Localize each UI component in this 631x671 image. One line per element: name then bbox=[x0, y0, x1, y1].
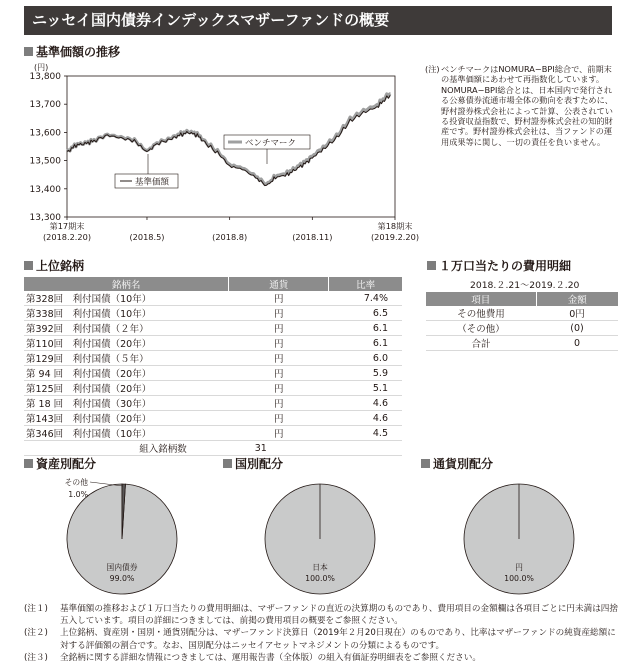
y-tick-label: 13,800 bbox=[29, 72, 61, 82]
costs-total-row bbox=[426, 336, 618, 351]
holding-ratio: 4.6 bbox=[329, 411, 402, 426]
costs-period: 2018.２.21〜2019.２.20 bbox=[470, 280, 580, 291]
holding-ratio: 7.4% bbox=[329, 291, 402, 306]
legend-nav-label: 基準価額 bbox=[135, 177, 170, 188]
holdings-header-row bbox=[24, 277, 402, 291]
square-bullet-icon bbox=[24, 459, 33, 468]
holding-name: 第338回 利付国債（10年） bbox=[24, 306, 229, 321]
table-row bbox=[24, 426, 402, 441]
note-text: ベンチマークはNOMURA−BPI総合で、前期末の基準価額にあわせて再指数化しています。NOMURA−BPI総合とは、日本国内で発行される公募債券流通市場全体の動向を表すために、野村證券株式会社によって計算、公表されている投資収益指数で、野村證券株式会社の知的財産です。野村證券株式会社は、当ファンドの運用成果等に関し、一切の責任を負いません。 bbox=[441, 64, 613, 147]
costs-heading: １万口当たりの費用明細 bbox=[427, 259, 571, 273]
square-bullet-icon bbox=[24, 47, 33, 56]
legend-benchmark-label: ベンチマーク bbox=[245, 138, 297, 149]
table-row bbox=[24, 396, 402, 411]
pie-slice-label: 国内債券 bbox=[106, 563, 138, 572]
cost-amount: 0円 bbox=[536, 306, 618, 321]
holding-currency: 円 bbox=[229, 411, 329, 426]
holding-name: 第 18 回 利付国債（30年） bbox=[24, 396, 229, 411]
holding-ratio: 4.6 bbox=[329, 396, 402, 411]
square-bullet-icon bbox=[223, 459, 232, 468]
note-label: (注) bbox=[425, 64, 440, 74]
holding-currency: 円 bbox=[229, 426, 329, 441]
holding-name: 第346回 利付国債（10年） bbox=[24, 426, 229, 441]
col-ratio-header: 比率 bbox=[329, 277, 402, 291]
x-tick-label: (2018.5) bbox=[129, 232, 165, 242]
y-tick-label: 13,400 bbox=[29, 184, 61, 195]
pie-slice-label: その他 bbox=[64, 478, 88, 487]
currency-pie-chart bbox=[437, 472, 602, 597]
total-value: 31 bbox=[229, 441, 402, 456]
holdings-total-row bbox=[24, 441, 402, 456]
cost-total-label: 合計 bbox=[426, 336, 536, 351]
x-tick-label: 第18期末 bbox=[377, 221, 413, 231]
holding-name: 第143回 利付国債（20年） bbox=[24, 411, 229, 426]
cost-amount: (0) bbox=[536, 321, 618, 336]
pie-slice-value: 100.0% bbox=[504, 574, 534, 583]
country-pie-chart bbox=[238, 472, 403, 597]
holding-ratio: 6.1 bbox=[329, 336, 402, 351]
table-row bbox=[426, 321, 618, 336]
holding-name: 第328回 利付国債（10年） bbox=[24, 291, 229, 306]
x-tick-label: 第17期末 bbox=[49, 221, 85, 231]
currency-alloc-heading: 通貨別配分 bbox=[421, 457, 493, 471]
y-tick-label: 13,600 bbox=[29, 128, 61, 139]
holding-currency: 円 bbox=[229, 396, 329, 411]
holding-ratio: 6.0 bbox=[329, 351, 402, 366]
table-row bbox=[24, 306, 402, 321]
country-alloc-heading: 国別配分 bbox=[223, 457, 283, 471]
nav-heading: 基準価額の推移 bbox=[24, 45, 120, 59]
holding-ratio: 5.1 bbox=[329, 381, 402, 396]
table-row bbox=[426, 306, 618, 321]
holding-name: 第 94 回 利付国債（20年） bbox=[24, 366, 229, 381]
square-bullet-icon bbox=[24, 261, 33, 270]
holding-currency: 円 bbox=[229, 381, 329, 396]
holding-ratio: 5.9 bbox=[329, 366, 402, 381]
holding-currency: 円 bbox=[229, 351, 329, 366]
y-axis-unit: (円) bbox=[34, 63, 49, 72]
y-tick-label: 13,500 bbox=[29, 156, 61, 167]
asset-pie-chart bbox=[40, 472, 205, 597]
holdings-table bbox=[24, 277, 402, 456]
holding-ratio: 6.1 bbox=[329, 321, 402, 336]
cost-total-value: 0 bbox=[536, 336, 618, 351]
pie-slice-label: 日本 bbox=[312, 563, 328, 572]
footnote-2: (注２) 上位銘柄、資産別・国別・通貨別配分は、マザーファンド決算日（2019年２月20日現在）のものであり、比率はマザーファンドの純資産総額に対する評価額の割合です。なお、国別配分はニッセイアセットマネジメントの分類によるものです。 bbox=[24, 628, 616, 651]
asset-alloc-heading: 資産別配分 bbox=[24, 457, 96, 471]
holding-name: 第110回 利付国債（20年） bbox=[24, 336, 229, 351]
footnote-3: (注３) 全銘柄に関する詳細な情報につきましては、運用報告書（全体版）の組入有価証券明細表をご参照ください。 bbox=[24, 652, 481, 663]
col-amount-header: 金額 bbox=[536, 292, 618, 306]
holding-ratio: 6.5 bbox=[329, 306, 402, 321]
x-tick-label: (2019.2.20) bbox=[370, 232, 420, 242]
total-label: 組入銘柄数 bbox=[24, 441, 229, 456]
benchmark-note bbox=[425, 64, 615, 147]
square-bullet-icon bbox=[427, 261, 436, 270]
table-row bbox=[24, 366, 402, 381]
holding-ratio: 4.5 bbox=[329, 426, 402, 441]
col-currency-header: 通貨 bbox=[229, 277, 329, 291]
table-row bbox=[24, 321, 402, 336]
col-name-header: 銘柄名 bbox=[24, 277, 229, 291]
table-row bbox=[24, 351, 402, 366]
cost-item: （その他） bbox=[426, 321, 536, 336]
holding-currency: 円 bbox=[229, 306, 329, 321]
pie-slice-label: 円 bbox=[515, 563, 523, 572]
holding-name: 第125回 利付国債（20年） bbox=[24, 381, 229, 396]
x-tick-label: (2018.8) bbox=[212, 232, 248, 242]
nav-line-chart bbox=[20, 58, 425, 250]
table-row bbox=[24, 291, 402, 306]
holding-currency: 円 bbox=[229, 366, 329, 381]
costs-header-row bbox=[426, 292, 618, 306]
y-tick-label: 13,700 bbox=[29, 100, 61, 111]
table-row bbox=[24, 336, 402, 351]
square-bullet-icon bbox=[421, 459, 430, 468]
x-tick-label: (2018.2.20) bbox=[42, 232, 92, 242]
footnotes bbox=[24, 603, 624, 664]
table-row bbox=[24, 381, 402, 396]
holding-currency: 円 bbox=[229, 291, 329, 306]
holding-currency: 円 bbox=[229, 321, 329, 336]
page-title: ニッセイ国内債券インデックスマザーファンドの概要 bbox=[24, 6, 612, 35]
holdings-heading: 上位銘柄 bbox=[24, 259, 84, 273]
x-tick-label: (2018.11) bbox=[292, 232, 333, 242]
y-tick-label: 13,300 bbox=[29, 213, 61, 223]
holding-name: 第129回 利付国債（５年） bbox=[24, 351, 229, 366]
footnote-1: (注１) 基準価額の推移および１万口当たりの費用明細は、マザーファンドの直近の決算期のものであり、費用項目の金額欄は各項目ごとに円未満は四捨五入しています。項目の詳細につきましては、前掲の費用項目の概要をご参照ください。 bbox=[24, 604, 618, 627]
cost-item: その他費用 bbox=[426, 306, 536, 321]
holding-name: 第392回 利付国債（２年） bbox=[24, 321, 229, 336]
pie-slice-value: 1.0% bbox=[68, 490, 88, 499]
holding-currency: 円 bbox=[229, 336, 329, 351]
table-row bbox=[24, 411, 402, 426]
costs-table bbox=[426, 292, 618, 351]
pie-slice-value: 100.0% bbox=[305, 574, 335, 583]
pie-slice-value: 99.0% bbox=[109, 574, 135, 583]
col-item-header: 項目 bbox=[426, 292, 536, 306]
